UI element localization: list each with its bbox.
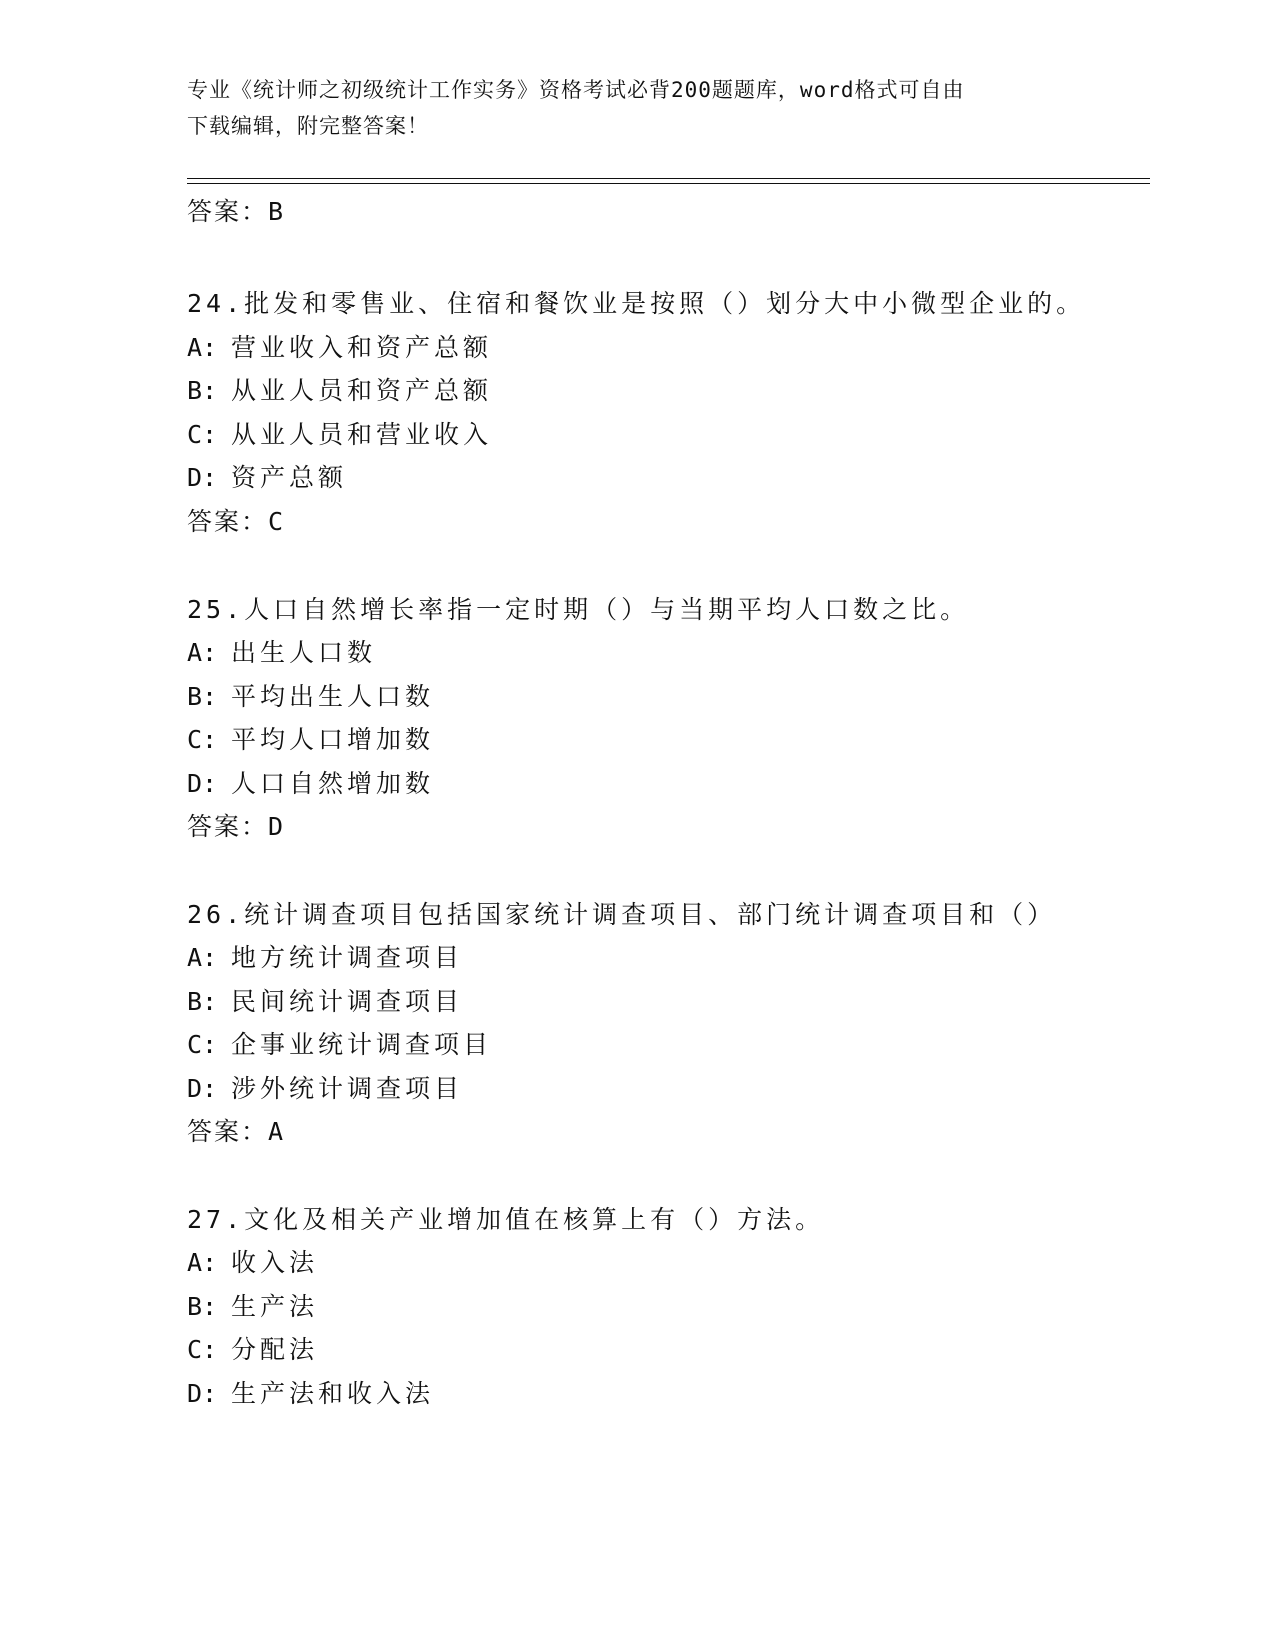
option-text: 平均人口增加数 [231,725,435,754]
option-key: B: [187,987,218,1016]
option-text: 企事业统计调查项目 [231,1030,493,1059]
question-26-option-b [187,986,463,1018]
header-line-2: 下载编辑，附完整答案！ [187,114,429,138]
question-27-option-b [187,1291,318,1323]
option-key: A: [187,333,218,362]
previous-answer: 答案：B [187,197,286,226]
question-25-stem: 25.人口自然增长率指一定时期（）与当期平均人口数之比。 [187,595,970,624]
question-27-option-c [187,1334,318,1366]
question-24-option-c [187,419,492,451]
question-27-option-a [187,1247,318,1279]
option-text: 出生人口数 [231,638,377,667]
option-text: 收入法 [231,1248,319,1277]
option-text: 涉外统计调查项目 [231,1074,464,1103]
option-key: B: [187,1292,218,1321]
question-27-option-d [187,1378,434,1410]
option-key: D: [187,1074,218,1103]
question-25-option-b [187,681,434,713]
option-key: C: [187,420,218,449]
option-key: B: [187,682,218,711]
option-text: 生产法和收入法 [231,1379,435,1408]
option-text: 平均出生人口数 [231,682,435,711]
question-25-option-c [187,724,434,756]
option-text: 从业人员和营业收入 [231,420,493,449]
question-24-stem: 24.批发和零售业、住宿和餐饮业是按照（）划分大中小微型企业的。 [187,289,1086,318]
question-25-answer: 答案：D [187,812,286,841]
option-text: 分配法 [231,1335,319,1364]
header-rule-bottom [187,183,1150,184]
option-text: 地方统计调查项目 [231,943,464,972]
option-text: 资产总额 [231,463,348,492]
question-24-option-a [187,332,492,364]
question-26-answer: 答案：A [187,1117,286,1146]
question-26-option-c [187,1029,492,1061]
option-key: C: [187,1030,218,1059]
question-25-option-d [187,768,434,800]
option-key: B: [187,376,218,405]
header-rule-top [187,178,1150,179]
option-key: C: [187,725,218,754]
document-header [187,72,1087,144]
question-26-option-d [187,1073,463,1105]
question-24-option-b [187,375,492,407]
question-27-stem: 27.文化及相关产业增加值在核算上有（）方法。 [187,1205,825,1234]
option-text: 人口自然增加数 [231,769,435,798]
question-24-option-d [187,462,347,494]
option-text: 民间统计调查项目 [231,987,464,1016]
option-key: D: [187,1379,218,1408]
option-text: 生产法 [231,1292,319,1321]
option-key: D: [187,463,218,492]
question-26-stem: 26.统计调查项目包括国家统计调查项目、部门统计调查项目和（） [187,900,1057,929]
question-24-answer: 答案：C [187,507,286,536]
question-26-option-a [187,942,463,974]
header-line-1: 专业《统计师之初级统计工作实务》资格考试必背200题题库，word格式可自由 [187,78,965,102]
option-key: A: [187,943,218,972]
option-text: 营业收入和资产总额 [231,333,493,362]
option-key: A: [187,638,218,667]
option-key: C: [187,1335,218,1364]
option-text: 从业人员和资产总额 [231,376,493,405]
option-key: A: [187,1248,218,1277]
question-25-option-a [187,637,376,669]
option-key: D: [187,769,218,798]
